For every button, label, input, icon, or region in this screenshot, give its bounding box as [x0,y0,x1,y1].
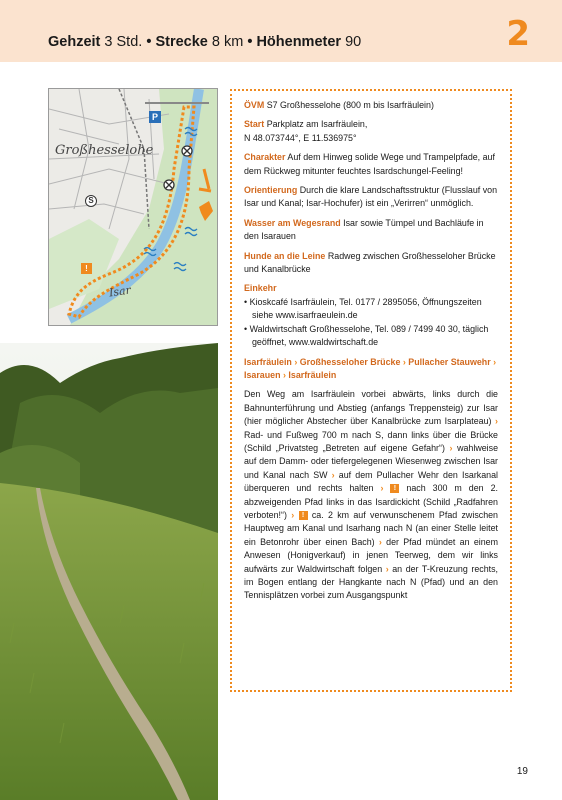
tour-info-box [230,89,512,692]
orientierung-block [244,184,498,211]
warning-icon: ! [81,263,92,274]
desc-step-6: ca. 2 km auf verwunschenem Pfad zwischen Hauptweg am Kanal und Isarhang nach N (an einer Stelle leitet ein Betonrohr über einen Bach) [244,509,498,547]
route-separator: › [493,356,497,367]
route-separator: › [402,356,406,367]
desc-step-4: auf dem Pullacher Wehr den Isarkanal überqueren und rechts halten [244,469,498,494]
route-stop: Großhesseloher Brücke [299,356,401,367]
gehzeit-label: Gehzeit [48,34,101,50]
oevm-text: S7 Großhesselohe (800 m bis Isarfräulein) [266,100,434,110]
chevron-right-icon: › [380,483,384,494]
chevron-right-icon: › [291,509,295,520]
route-map [48,88,218,326]
orientierung-label: Orientierung [244,185,298,196]
hoehe-value: 90 [345,34,362,50]
route-stop: Isarfräulein [244,356,292,367]
route-stop: Pullacher Stauwehr [408,356,491,367]
chevron-right-icon: › [495,416,498,427]
parking-icon: P [149,111,161,123]
charakter-label: Charakter [244,152,286,163]
chevron-right-icon: › [378,536,382,547]
page-number: 19 [516,766,528,777]
start-coordinates: N 48.073744°, E 11.536975° [244,132,357,143]
tour-stats [48,34,361,50]
route-description [244,388,498,603]
chevron-right-icon: › [385,563,389,574]
start-block [244,118,498,145]
header-band [0,0,562,62]
hunde-block [244,250,498,277]
charakter-text: Auf dem Hinweg solide Wege und Trampelpfade, auf dem Rückweg mitunter feuchtes Isardschungel-Feeling! [244,152,495,176]
hoehe-label: Höhenmeter [256,34,342,50]
hunde-text: Radweg zwischen Großhesseloher Brücke und Kanalbrücke [244,250,496,275]
gehzeit-value: 3 Std. [104,34,143,50]
map-graphic [49,89,218,326]
stat-separator: • [146,34,152,50]
stat-separator: • [247,34,253,50]
route-separator: › [294,356,298,367]
desc-step-3: wahlweise auf dem Damm- oder tiefergelegenen Wiesenweg zwischen Isar und Kanal nach SW [244,442,499,480]
start-label: Start [244,119,265,130]
landscape-photo [0,343,218,800]
start-text: Parkplatz am Isarfräulein, [266,119,368,130]
s-bahn-icon: S [85,195,97,207]
desc-step-2: Rad- und Fußweg 700 m nach S, dann links über die Brücke (Schild „Privatsteg „Betreten auf eigene Gefahr“) [244,429,498,453]
oevm-label: ÖVM [244,100,265,110]
wasser-block [244,217,498,244]
einkehr-item-2: • Waldwirtschaft Großhesselohe, Tel. 089 / 7499 40 30, täglich geöffnet, www.waldwirtschaft.de [244,323,489,348]
route-stop: Isarfräulein [288,369,337,380]
strecke-value: 8 km [211,34,244,50]
map-town-label: Großhesselohe [55,143,154,158]
route-summary [244,356,498,383]
strecke-label: Strecke [155,34,208,50]
warning-icon: ! [299,511,308,520]
wasser-text: Isar sowie Tümpel und Bachläufe in den Isarauen [244,217,484,242]
chevron-right-icon: › [449,442,453,453]
orientierung-text: Durch die klare Landschaftsstruktur (Flusslauf von Isar und Kanal; Isar-Hochufer) ist ein „Verirren“ unmöglich. [244,185,498,209]
warning-icon: ! [390,484,399,493]
chevron-right-icon: › [331,469,335,480]
route-separator: › [282,369,286,380]
charakter-block [244,151,498,178]
wasser-label: Wasser am Wegesrand [244,217,341,228]
oevm-block [244,99,498,112]
einkehr-item-1: • Kioskcafé Isarfräulein, Tel. 0177 / 2895056, Öffnungszeiten siehe www.isarfraeulein.de [244,296,482,321]
einkehr-label: Einkehr [244,283,277,294]
desc-step-8: an der T-Kreuzung rechts, im Bogen entlang der Hangkante nach N (Pfad) und an den Tennisplätzen vorbei zum Ausgangspunkt [244,563,499,601]
einkehr-block [244,282,498,349]
route-stop: Isarauen [244,369,281,380]
meadow-path-image [0,343,218,800]
desc-step-7: der Pfad mündet an einem Anwesen (Honigverkauf) in jenen Teerweg, dem wir links aufwärts zur Waldwirtschaft folgen [244,536,498,574]
hunde-label: Hunde an die Leine [244,250,326,261]
map-river-label: Isar [108,283,132,300]
desc-step-1: Den Weg am Isarfräulein vorbei abwärts, links durch die Bahnunterführung und Abstieg (anfangs Treppensteig) zur Isar (hier möglicher Abstecher über Kanalbrücke zum Isarplateau) [244,389,498,427]
desc-step-5: nach 300 m den 2. abzweigenden Pfad links in das Isardickicht (Schild „Radfahren verboten!“) [244,483,498,520]
chapter-number: 2 [506,14,530,54]
